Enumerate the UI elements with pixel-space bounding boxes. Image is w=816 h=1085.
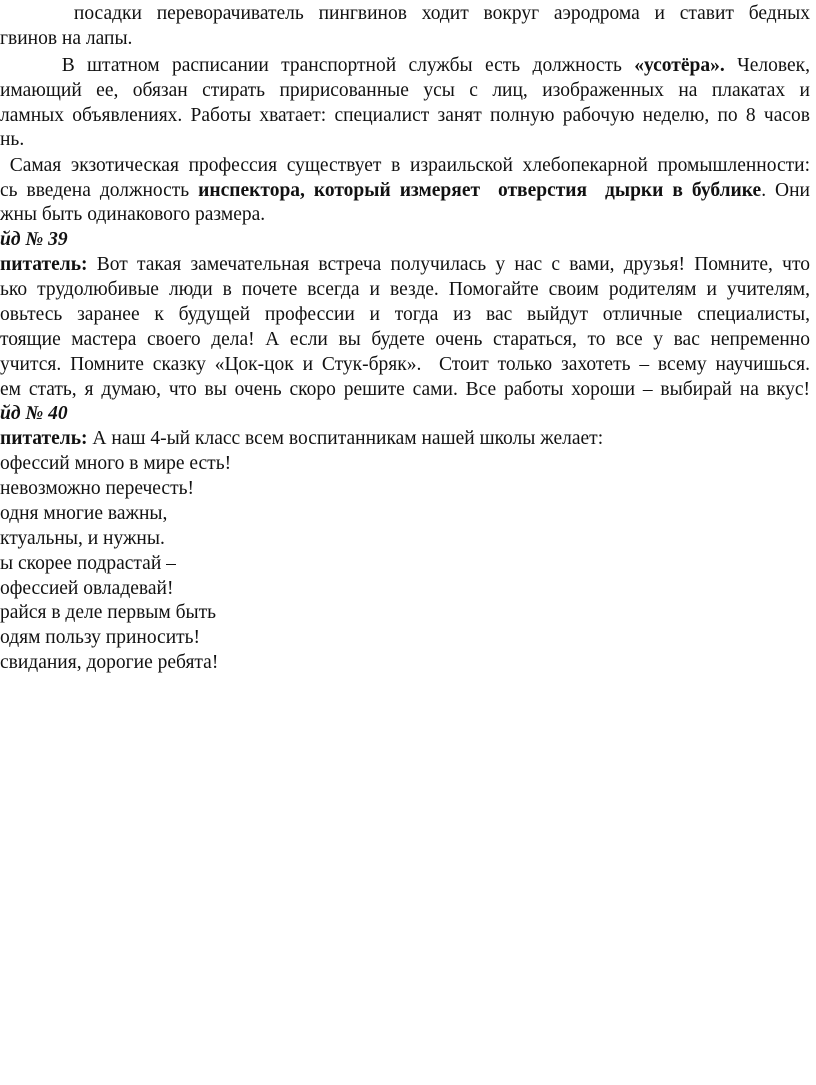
text-line: [0, 328, 810, 353]
slide-heading-39: [0, 228, 68, 253]
poem-line: [0, 502, 167, 527]
line-text: офессий много в мире есть!: [0, 453, 232, 474]
text-line: [0, 353, 810, 378]
poem-line: [0, 452, 231, 477]
line-text: одня многие важны,: [0, 503, 168, 524]
speaker-label: питатель:: [0, 428, 88, 449]
line-text: учится. Помните сказку «Цок-цок и Стук-бряк». Стоит только захотеть – всему научишься.: [0, 354, 810, 375]
bold-term-inspector: инспектора, который измеряет отверстия дырки в бублике: [198, 180, 762, 201]
text-line: [0, 203, 265, 228]
line-text: посадки переворачиватель пингвинов ходит вокруг аэродрома и ставит бедных: [0, 3, 810, 24]
line-text: сь введена должность: [0, 180, 199, 201]
line-text: ы скорее подрастай –: [0, 553, 176, 574]
line-text: ько трудолюбивые люди в почете всегда и везде. Помогайте своим родителям и учителям,: [0, 279, 810, 300]
line-text: Человек,: [724, 55, 810, 76]
closing-line: [0, 651, 218, 676]
line-text: ламных объявлениях. Работы хватает: специалист занят полную рабочую неделю, по 8 часов: [0, 105, 810, 126]
line-text: . Они: [761, 180, 810, 201]
slide-number-label: йд № 40: [0, 403, 68, 424]
text-line: [0, 378, 810, 403]
line-text: Самая экзотическая профессия существует в израильской хлебопекарной промышленности:: [0, 155, 810, 176]
line-text: райся в деле первым быть: [0, 602, 217, 623]
text-line: [0, 278, 810, 303]
text-line: [0, 179, 810, 204]
line-text: гвинов на лапы.: [0, 28, 133, 49]
text-line: [0, 154, 810, 179]
slide-heading-40: [0, 402, 68, 427]
text-line: [0, 303, 810, 328]
line-text: невозможно перечесть!: [0, 478, 195, 499]
line-text: тоящие мастера своего дела! А если вы будете очень стараться, то все у вас непременно: [0, 329, 810, 350]
text-line: [0, 427, 603, 452]
line-text: жны быть одинакового размера.: [0, 204, 266, 225]
line-text: ем стать, я думаю, что вы очень скоро решите сами. Все работы хороши – выбирай на вкус!: [0, 379, 810, 400]
poem-line: [0, 477, 194, 502]
text-line: [0, 104, 810, 129]
speaker-label: питатель:: [0, 254, 88, 275]
line-text: имающий ее, обязан стирать пририсованные усы с лиц, изображенных на плакатах и: [0, 80, 810, 101]
line-text: А наш 4-ый класс всем воспитанникам нашей школы желает:: [87, 428, 604, 449]
line-text: ктуальны, и нужны.: [0, 528, 165, 549]
poem-line: [0, 601, 216, 626]
line-text: Вот такая замечательная встреча получилась у нас с вами, друзья! Помните, что: [87, 254, 810, 275]
line-text: офессией овладевай!: [0, 578, 174, 599]
line-text: овьтесь заранее к будущей профессии и тогда из вас выйдут отличные специалисты,: [0, 304, 810, 325]
line-text: нь.: [0, 129, 25, 150]
text-line: [0, 27, 132, 52]
text-line: [0, 54, 810, 79]
slide-number-label: йд № 39: [0, 229, 68, 250]
line-text: одям пользу приносить!: [0, 627, 201, 648]
poem-line: [0, 577, 173, 602]
poem-line: [0, 626, 200, 651]
poem-line: [0, 552, 176, 577]
line-text: В штатном расписании транспортной службы есть должность: [0, 55, 635, 76]
text-line: [0, 79, 810, 104]
text-line: [0, 253, 810, 278]
line-text: свидания, дорогие ребята!: [0, 652, 219, 673]
poem-line: [0, 527, 165, 552]
text-line: [0, 2, 810, 27]
bold-term-usoter: «усотёра».: [634, 55, 725, 76]
text-line: [0, 128, 24, 153]
